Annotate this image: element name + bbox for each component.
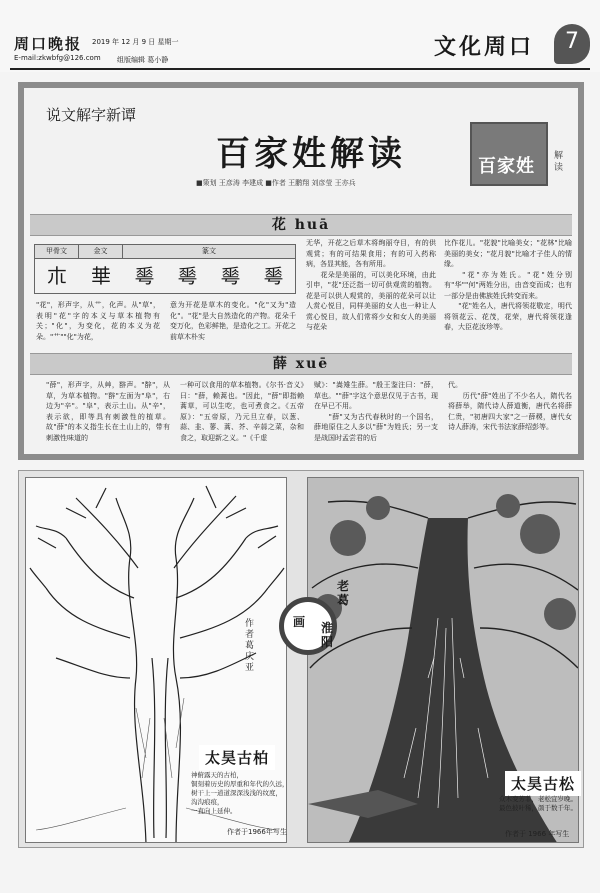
right-painting-title: 太昊古松 <box>505 771 581 796</box>
artist-emblem <box>263 579 355 675</box>
section-heading-text: 薛 xuē <box>272 356 330 372</box>
emblem-label-laoge: 老葛 <box>337 579 350 607</box>
logo-plate <box>470 122 548 186</box>
script-evolution-table <box>34 244 296 294</box>
article-column: 比作花儿。"花貌"比喻美女；"花林"比喻美丽的美女；"花月貌"比喻才子佳人的情缘。 "花"亦为姓氏。"花"姓分别有"华""何"两姓分出，由音变而成；也有一部分是由佛族姓氏转变而来。 "花"姓名人，唐代将领花敬定，明代将领花云、花茂，花荣，唐代将领花逢春，大臣花汝珍等。 <box>444 239 572 331</box>
feature-title: 百家姓解读 <box>216 134 406 174</box>
masthead-rule <box>10 68 590 70</box>
column-name: 说文解字新谭 <box>46 106 137 124</box>
script-glyph: 𠌶 <box>263 264 284 288</box>
emblem-center-char: 画 <box>293 615 306 629</box>
script-glyph: 𣎳 <box>47 264 67 288</box>
paper-name: 周口晚报 <box>14 35 83 53</box>
masthead <box>0 0 600 72</box>
script-glyph-row <box>35 259 295 293</box>
logo-text: 百家姓 <box>478 156 535 177</box>
left-painting-signature: 作者于1966年写生 <box>227 828 287 836</box>
right-painting-signature: 作者于 1966 年写生 <box>505 830 570 838</box>
left-painting-poem: 神俯露天的古柏， 铜刻着历史的厚重和年代的久远， 树干上一道道深深浅浅的纹度， 沟沟痕痕， 一直向上延伸。 <box>191 771 289 815</box>
script-table-header <box>35 245 295 259</box>
baijiaxing-logo <box>470 114 568 194</box>
article-column: "花"，形声字，从艹，化声。从"草"，表明"花"字的本义与草本植物有关；"化"，为变化，花的本义为花朵。"艹""化"为花， <box>36 301 160 341</box>
script-header-seal: 篆文 <box>202 247 216 255</box>
script-glyph: 𠌶 <box>177 264 198 288</box>
article-column: 代。 历代"薛"姓出了不少名人，隋代名将薛举，隋代诗人薛道衡，唐代名将薛仁贵，"初唐四大家"之一薛稷，唐代女诗人薛涛，宋代书法家薛绍彭等。 <box>448 381 572 431</box>
page-number-badge: 7 <box>554 24 590 64</box>
section-heading-hua <box>30 214 572 236</box>
painting-panel <box>18 470 584 848</box>
section-heading-text: 花 huā <box>271 217 331 233</box>
logo-side-text: 解读 <box>554 151 564 173</box>
article-column: 意为开花是草木的变化。"化"又为"造化"。"花"是大自然造化的产物。花朵千变万化，色彩鲜艳，是造化之工。开花之前草木朴实 <box>170 301 296 341</box>
left-painting-title: 太昊古柏 <box>199 745 275 770</box>
article-column: "薛"，形声字，从艸，辥声。"辥"，从草，为草本植物。"辥"左面为"阜"，右边为"辛"。"阜"，表示土山。从"辛"，表示欲，即等具有刺激性的植草。故"薛"的本义指生长在土山上的，带有刺激性味道的 <box>46 381 170 442</box>
script-header-bronze: 金文 <box>79 245 123 258</box>
article-column: 一种可以食用的草本植物。《尔书·音义》曰："薛，赖蒿也。"因此，"薛"即指赖蒿草，可以生吃，也可煮食之。《五帝原》："五帝原，乃元旦立春，以葱、蒜、韭、蓼、蒿、芥、辛蒜之菜，杂和食之，取迎新之义。"《千虚 <box>180 381 304 442</box>
right-painting-poem: 众木变芳菲，老松宜岁晚。 最色披叶稀，颜于数千年。 <box>499 795 577 812</box>
section-heading-xue <box>30 353 572 375</box>
contact-email: E-mail:zkwbfg@126.com <box>14 54 101 62</box>
script-glyph: 𠦒 <box>91 264 111 288</box>
script-glyph: 𠌶 <box>134 264 155 288</box>
editor-line: 组版编辑 葛小静 <box>117 56 169 64</box>
script-header-oracle: 甲骨文 <box>35 245 79 258</box>
section-title: 文化周口 <box>434 34 535 60</box>
feature-box <box>18 82 584 460</box>
feature-credits: ■策划 王彦涛 李建成 ■作者 王鹏翔 刘彦莹 王亦兵 <box>196 179 356 187</box>
script-glyph: 𠌶 <box>220 264 241 288</box>
artist-credit: 作者 葛庆亚 <box>245 619 255 673</box>
emblem-label-huaiyang: 淮阳 <box>321 621 334 649</box>
date-line: 2019 年 12 月 9 日 星期一 <box>92 38 179 46</box>
article-column: 无华，开花之后草木将绚丽夺目，有的供观赏；有的可结果食用；有的可入药称病，各显其能，各有所用。 花朵是美丽的，可以美化环境，由此引申，"花"还泛指一切可供观赏的植物。花是可以供人观赏的，美丽的花朵可以让人赏心悦目，同样美丽的女人也一种让人赏心悦目，故人们常将少女和女人的美丽与花朵 <box>306 239 436 331</box>
article-column: 赋》："嵩雉生薛。"殷王鉴注曰："薛，草也。""薛"字这个意思仅见于古书，现在早已不用。 "薛"又为古代春秋时的一个国名，薛地原住之人多以"薛"为姓氏；另一支是战国时孟尝君的后 <box>314 381 438 442</box>
